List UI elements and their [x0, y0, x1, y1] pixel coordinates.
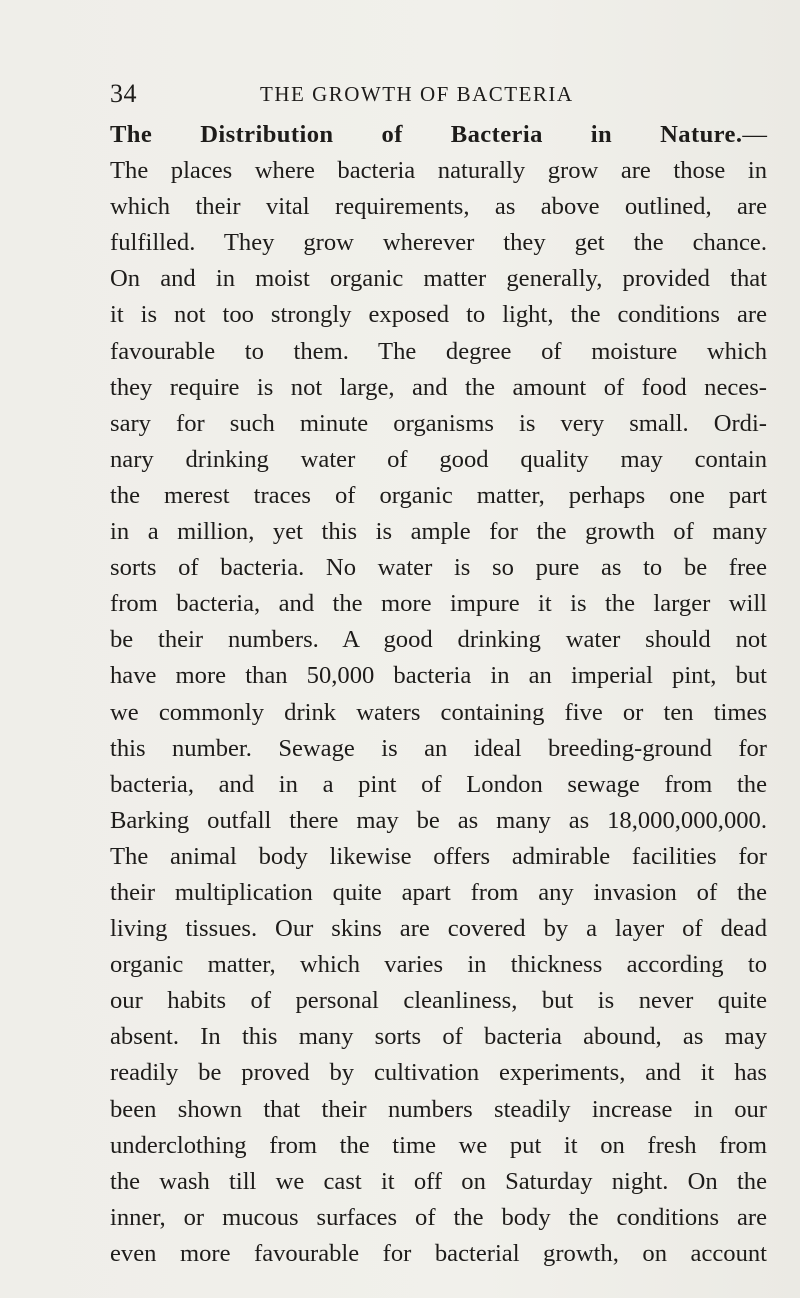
text-line: The places where bacteria naturally grow are those in: [110, 157, 767, 185]
text-line: The animal body likewise offers admirable facilities for: [110, 842, 767, 870]
text-line: readily be proved by cultivation experiments, and it has: [110, 1059, 767, 1087]
text-line: bacteria, and in a pint of London sewage from the: [110, 770, 767, 798]
text-line: our habits of personal cleanliness, but is never quite: [110, 987, 767, 1015]
running-head: THE GROWTH OF BACTERIA: [260, 82, 574, 106]
text-line: they require is not large, and the amount of food neces-: [110, 373, 767, 401]
text-line: the wash till we cast it off on Saturday night. On the: [110, 1167, 767, 1195]
text-line: [110, 117, 767, 153]
text-line: the merest traces of organic matter, perhaps one part: [110, 481, 767, 509]
text-line: it is not too strongly exposed to light, the conditions are: [110, 301, 767, 329]
text-line: favourable to them. The degree of moisture which: [110, 337, 767, 365]
text-line: sary for such minute organisms is very small. Ordi-: [110, 409, 767, 437]
section-title-dash: —: [742, 121, 767, 148]
text-line: been shown that their numbers steadily increase in our: [110, 1095, 767, 1123]
text-line: sorts of bacteria. No water is so pure as to be free: [110, 554, 767, 582]
page-number: 34: [110, 79, 137, 108]
text-line: living tissues. Our skins are covered by a layer of dead: [110, 915, 767, 943]
body-text: [110, 117, 767, 1272]
text-line: underclothing from the time we put it on fresh from: [110, 1131, 767, 1159]
text-line: On and in moist organic matter generally, provided that: [110, 265, 767, 293]
section-title: The Distribution of Bacteria in Nature.: [110, 121, 743, 148]
text-line: even more favourable for bacterial growth, on account: [110, 1239, 767, 1267]
page-header: [110, 78, 630, 110]
text-line: this number. Sewage is an ideal breeding-ground for: [110, 734, 767, 762]
text-line: Barking outfall there may be as many as 18,000,000,000.: [110, 806, 767, 834]
text-line: inner, or mucous surfaces of the body the conditions are: [110, 1203, 767, 1231]
text-line: absent. In this many sorts of bacteria abound, as may: [110, 1023, 767, 1051]
text-line: we commonly drink waters containing five or ten times: [110, 698, 767, 726]
text-line: in a million, yet this is ample for the growth of many: [110, 518, 767, 546]
text-line: nary drinking water of good quality may contain: [110, 445, 767, 473]
text-line: fulfilled. They grow wherever they get the chance.: [110, 229, 767, 257]
text-line: organic matter, which varies in thickness according to: [110, 951, 767, 979]
text-line: have more than 50,000 bacteria in an imperial pint, but: [110, 662, 767, 690]
text-line: which their vital requirements, as above outlined, are: [110, 193, 767, 221]
text-line: be their numbers. A good drinking water should not: [110, 626, 767, 654]
text-line: their multiplication quite apart from any invasion of the: [110, 878, 767, 906]
text-line: from bacteria, and the more impure it is the larger will: [110, 590, 767, 618]
